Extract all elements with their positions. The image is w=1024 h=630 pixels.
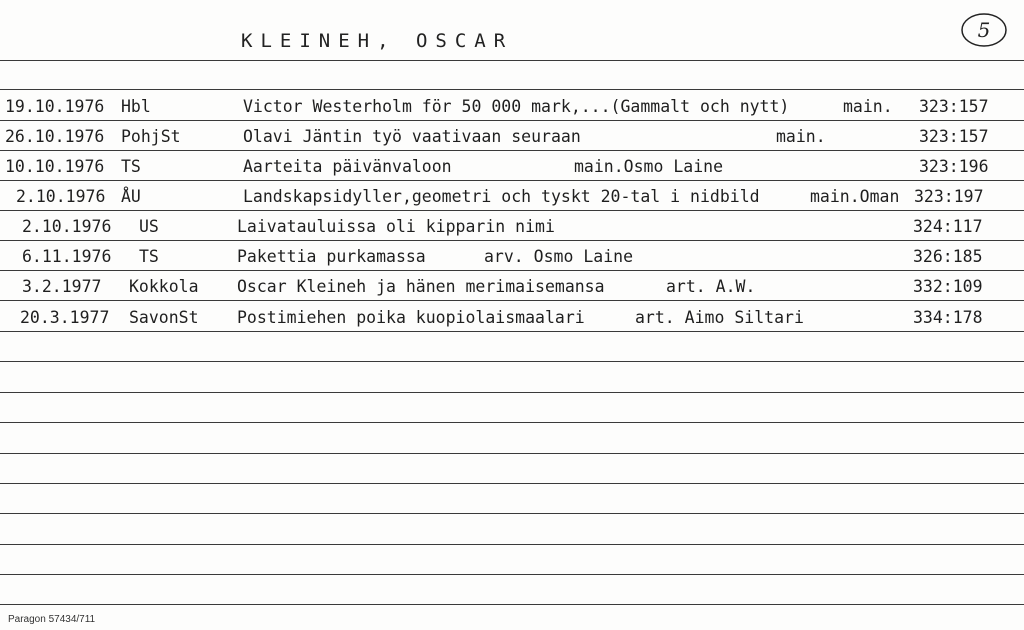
entry-title: Victor Westerholm för 50 000 mark,...(Gammalt och nytt) (243, 97, 790, 116)
entry-date: 3.2.1977 (22, 277, 102, 296)
entry-role: art. Aimo Siltari (635, 308, 804, 327)
entry-title: Laivatauluissa oli kipparin nimi (237, 217, 555, 236)
entry-source: ÅU (121, 187, 141, 206)
entry-row (0, 272, 1024, 302)
entry-date: 19.10.1976 (5, 97, 105, 116)
entry-row (0, 303, 1024, 333)
entry-row (0, 212, 1024, 242)
entry-role: main.Oman (810, 187, 900, 206)
entry-source: Hbl (121, 97, 151, 116)
form-code: Paragon 57434/711 (8, 614, 96, 625)
entry-role: main.Osmo Laine (574, 157, 724, 176)
entry-source: SavonSt (129, 308, 199, 327)
entry-date: 2.10.1976 (22, 217, 112, 236)
entry-reference: 323:157 (919, 97, 989, 116)
entry-date: 2.10.1976 (16, 187, 106, 206)
entry-date: 20.3.1977 (20, 308, 110, 327)
rule-line (0, 604, 1024, 605)
entry-date: 10.10.1976 (5, 157, 105, 176)
rule-line (0, 483, 1024, 484)
entry-title: Oscar Kleineh ja hänen merimaisemansa (237, 277, 605, 296)
entry-title: Landskapsidyller,geometri och tyskt 20-tal i nidbild (243, 187, 760, 206)
entry-reference: 332:109 (913, 277, 983, 296)
card-number-circle (959, 10, 1009, 50)
entry-reference: 334:178 (913, 308, 983, 327)
card-number: 5 (977, 18, 991, 42)
entry-reference: 323:157 (919, 127, 989, 146)
entry-source: TS (139, 247, 159, 266)
entry-row (0, 152, 1024, 182)
rule-line (0, 513, 1024, 514)
entry-title: Postimiehen poika kuopiolaismaalari (237, 308, 585, 327)
entry-role: arv. Osmo Laine (484, 247, 634, 266)
entry-reference: 324:117 (913, 217, 983, 236)
entry-role: art. A.W. (666, 277, 756, 296)
entry-role: main. (776, 127, 826, 146)
rule-line (0, 422, 1024, 423)
entry-reference: 326:185 (913, 247, 983, 266)
rule-line (0, 574, 1024, 575)
card-title: KLEINEH, OSCAR (241, 30, 514, 52)
rule-line (0, 361, 1024, 362)
entry-reference: 323:197 (914, 187, 984, 206)
entry-title: Aarteita päivänvaloon (243, 157, 452, 176)
entry-row (0, 182, 1024, 212)
entry-date: 6.11.1976 (22, 247, 112, 266)
entry-role: main. (843, 97, 893, 116)
entry-title: Pakettia purkamassa (237, 247, 426, 266)
rule-line (0, 453, 1024, 454)
entry-date: 26.10.1976 (5, 127, 105, 146)
entry-row (0, 122, 1024, 152)
entry-reference: 323:196 (919, 157, 989, 176)
rule-line (0, 544, 1024, 545)
rule-line (0, 89, 1024, 90)
entry-source: Kokkola (129, 277, 199, 296)
rule-line (0, 392, 1024, 393)
entry-row (0, 242, 1024, 272)
entry-source: US (139, 217, 159, 236)
rule-line (0, 60, 1024, 61)
entry-title: Olavi Jäntin työ vaativaan seuraan (243, 127, 581, 146)
entry-source: PohjSt (121, 127, 181, 146)
entry-row (0, 92, 1024, 122)
entry-source: TS (121, 157, 141, 176)
